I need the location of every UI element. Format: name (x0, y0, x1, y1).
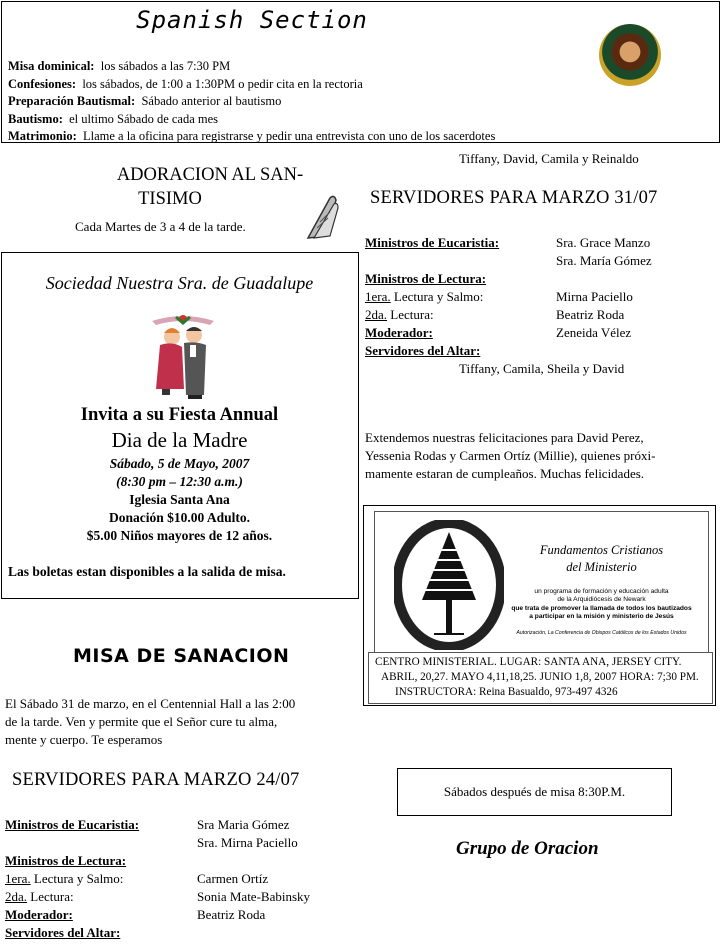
oracion-time: Sábados después de misa 8:30P.M. (443, 784, 626, 799)
eucaristia-label: Ministros de Eucaristia: (365, 235, 500, 250)
ministerio-info: ABRIL, 20,27. MAYO 4,11,18,25. JUNIO 1,8, 2007 HORA: 7;30 PM. (381, 671, 699, 683)
eucaristia-name: Sra. María Gómez (556, 253, 652, 268)
event-time: (8:30 pm – 12:30 a.m.) (116, 474, 243, 489)
line-text: el ultimo Sábado de cada mes (69, 111, 219, 126)
sociedad-box (1, 252, 359, 599)
primera-lectura-name: Carmen Ortíz (197, 871, 269, 886)
segunda-num: 2da. (5, 889, 28, 904)
line-label: Confesiones: (8, 76, 77, 91)
adoracion-title-line2: TISIMO (138, 189, 202, 209)
lectura-label: Ministros de Lectura: (5, 853, 127, 868)
donation-adult: Donación $10.00 Adulto. (108, 510, 251, 525)
header-line (8, 58, 495, 76)
ministerio-auth: Autorización, La Conferencia de Obispos Católicos de los Estados Unidos (516, 630, 687, 636)
header-line (8, 111, 495, 129)
felicitaciones-text (365, 429, 655, 483)
altar-label: Servidores del Altar: (365, 343, 481, 358)
line-label: Matrimonio: (8, 129, 77, 143)
ministerio-info-box (368, 652, 713, 704)
ministerio-flyer (363, 505, 716, 706)
oracion-box (397, 768, 672, 816)
primera-num: 1era. (365, 289, 391, 304)
moderador-label: Moderador: (365, 325, 433, 340)
ministerio-info: INSTRUCTORA: Reina Basualdo, 973-497 4326 (395, 686, 618, 698)
sanacion-line: de la tarde. Ven y permite que el Señor cure tu alma, (5, 714, 278, 729)
felicitaciones-line: Yessenia Rodas y Carmen Ortíz (Millie), quienes próxi- (365, 448, 656, 463)
altar-names: Tiffany, Camila, Sheila y David (459, 361, 625, 376)
eucaristia-name: Sra Maria Gómez (197, 817, 290, 832)
top-names: Tiffany, David, Camila y Reinaldo (459, 151, 639, 166)
moderador-label: Moderador: (5, 907, 73, 922)
lectura-label: Ministros de Lectura: (365, 271, 487, 286)
sanacion-line: El Sábado 31 de marzo, en el Centennial Hall a las 2:00 (5, 696, 296, 711)
header-line (8, 76, 495, 94)
line-text: los sábados a las 7:30 PM (100, 59, 231, 73)
ministerio-info: CENTRO MINISTERIAL. LUGAR: SANTA ANA, JERSEY CITY. (375, 656, 682, 668)
invite-text: Invita a su Fiesta Annual (80, 405, 279, 425)
servidores-31-title: SERVIDORES PARA MARZO 31/07 (370, 188, 658, 208)
primera-lectura-label (5, 871, 123, 887)
segunda-lectura-label (5, 889, 74, 905)
felicitaciones-line: Extendemos nuestras felicitaciones para David Perez, (365, 430, 644, 445)
desc-line: de la Arquidiócesis de Newark (557, 596, 646, 604)
adoracion-text: Cada Martes de 3 a 4 de la tarde. (75, 219, 246, 234)
line-label: Preparación Bautismal: (8, 94, 136, 108)
guadalupe-image (599, 24, 661, 86)
servidores-31-list (365, 235, 715, 380)
primera-lectura-name: Mirna Paciello (556, 289, 633, 304)
primera-text: Lectura y Salmo: (390, 289, 484, 304)
line-label: Misa dominical: (8, 59, 95, 73)
adoracion-title-line1: ADORACION AL SAN- (116, 165, 304, 185)
segunda-num: 2da. (365, 307, 388, 322)
donation-child: $5.00 Niños mayores de 12 años. (86, 528, 273, 543)
header-box (1, 1, 720, 143)
altar-label: Servidores del Altar: (5, 925, 121, 940)
sanacion-line: mente y cuerpo. Te esperamos (5, 732, 163, 747)
header-lines (8, 58, 495, 146)
desc-line: un programa de formación y educación adulta (534, 588, 669, 595)
felicitaciones-line: mamente estaran de cumpleaños. Muchas felicidades. (365, 466, 645, 481)
desc-line: que trata de promover la llamada de todos los bautizados (511, 604, 692, 612)
desc-line: a participar en la misión y ministerio de Jesús (529, 612, 674, 620)
sociedad-details (2, 403, 357, 545)
line-text: los sábados, de 1:00 a 1:30PM o pedir cita en la rectoria (82, 76, 363, 91)
primera-lectura-label (365, 289, 483, 305)
primera-num: 1era. (5, 871, 31, 886)
servidores-24-title: SERVIDORES PARA MARZO 24/07 (12, 770, 300, 790)
segunda-text: Lectura: (27, 889, 74, 904)
ministerio-desc (504, 588, 699, 621)
header-line (8, 128, 495, 146)
eucaristia-label: Ministros de Eucaristia: (5, 817, 140, 832)
ministerio-title2: del Ministerio (566, 560, 637, 574)
ministerio-title1: Fundamentos Cristianos (539, 543, 664, 557)
primera-text: Lectura y Salmo: (30, 871, 124, 886)
sanacion-text (5, 695, 295, 749)
tickets-text: Las boletas estan disponibles a la salida de misa. (8, 564, 286, 579)
segunda-lectura-name: Sonia Mate-Babinsky (197, 889, 311, 904)
moderador-name: Zeneida Vélez (556, 325, 632, 340)
event-date: Sábado, 5 de Mayo, 2007 (109, 456, 250, 471)
dancing-couple-icon (148, 315, 218, 399)
eucaristia-name: Sra. Grace Manzo (556, 235, 651, 250)
line-text: Llame a la oficina para registrarse y pedir una entrevista con uno de los sacerdotes (82, 129, 496, 143)
servidores-24-list (5, 817, 355, 943)
line-label: Bautismo: (8, 111, 63, 126)
segunda-text: Lectura: (387, 307, 434, 322)
oracion-title: Grupo de Oracion (456, 838, 599, 859)
sanacion-title: MISA DE SANACION (73, 645, 290, 667)
line-text: Sábado anterior al bautismo (141, 94, 282, 108)
event-name: Dia de la Madre (111, 428, 248, 452)
eucaristia-name: Sra. Mirna Paciello (197, 835, 298, 850)
segunda-lectura-name: Beatriz Roda (556, 307, 625, 322)
section-title: Spanish Section (136, 6, 368, 34)
sociedad-title: Sociedad Nuestra Sra. de Guadalupe (45, 273, 314, 293)
moderador-name: Beatriz Roda (197, 907, 266, 922)
tree-logo-icon (394, 520, 504, 650)
header-line (8, 93, 495, 111)
ministerio-titles (494, 542, 709, 576)
event-place: Iglesia Santa Ana (129, 492, 230, 507)
segunda-lectura-label (365, 307, 434, 323)
praying-hands-icon (300, 192, 346, 242)
